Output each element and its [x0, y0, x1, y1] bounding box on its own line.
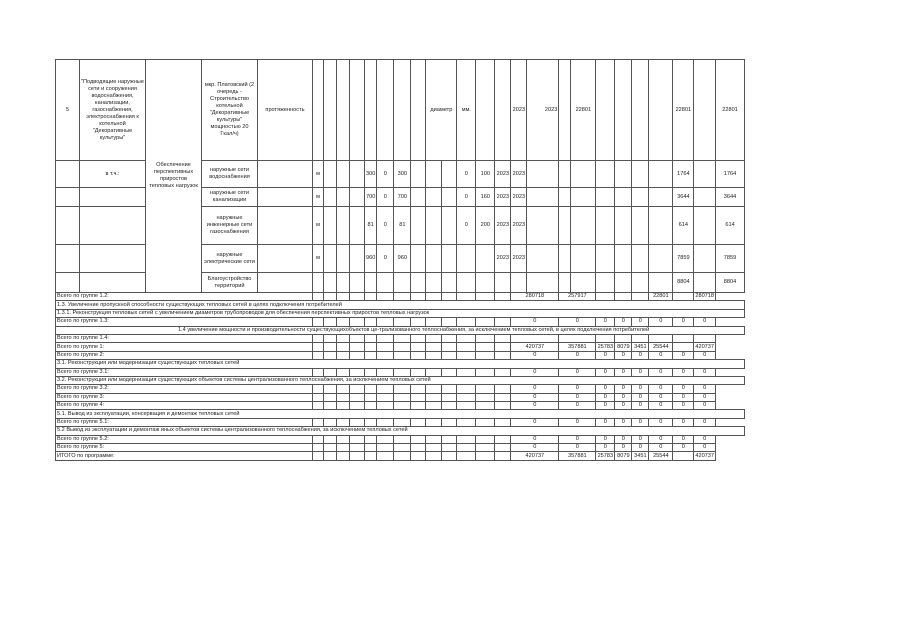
- group-value: 0: [559, 368, 596, 376]
- sub-end-year: 2023: [511, 188, 527, 207]
- investment-program-table: [55, 59, 745, 461]
- sub-name: наружные сети канализации: [202, 188, 258, 207]
- sub-diameter: 200: [476, 207, 495, 245]
- sub-end-year: 2023: [511, 161, 527, 188]
- cost-value-2: 22801: [673, 60, 694, 161]
- sub-diameter: [476, 245, 495, 273]
- group-total-label: Всего по группе 1:: [56, 343, 313, 351]
- group-total-row: [56, 444, 745, 452]
- group-value: [673, 343, 694, 351]
- grand-value: [673, 452, 694, 460]
- group-value: 0: [673, 444, 694, 452]
- section-header: 3.1. Реконструкция или модернизация существующих тепловых сетей: [56, 360, 745, 368]
- group-value: 8079: [615, 343, 632, 351]
- group-value: 0: [596, 402, 615, 410]
- sub-length: 300: [365, 161, 377, 188]
- section-header: 5.2 Вывод из эксплуатации и демонтаж иных объектов системы централизованного теплоснабжения, за исключением тепловых сетей: [56, 427, 745, 435]
- group-value: 0: [596, 444, 615, 452]
- grand-value: 357881: [559, 452, 596, 460]
- cost-value: 22801: [571, 60, 596, 161]
- group-value: 0: [596, 418, 615, 426]
- group-value: 0: [511, 393, 559, 401]
- sub-cost: 614: [673, 207, 694, 245]
- total-value: 22801: [716, 60, 745, 161]
- group-value: 0: [632, 402, 649, 410]
- sub-length: 81: [365, 207, 377, 245]
- group-value: 0: [559, 393, 596, 401]
- group-value: 0: [615, 418, 632, 426]
- sub-unit: м: [313, 245, 324, 273]
- sub-total: 1764: [716, 161, 745, 188]
- group-value: 0: [632, 385, 649, 393]
- sub-cost: 1764: [673, 161, 694, 188]
- group-value: 0: [596, 385, 615, 393]
- sub-value-b: 0: [377, 188, 394, 207]
- sub-unit: м: [313, 207, 324, 245]
- group-value: 0: [615, 368, 632, 376]
- grand-value: 3451: [632, 452, 649, 460]
- group-value: 0: [632, 393, 649, 401]
- group-total-row: [56, 368, 745, 376]
- sub-unit: м: [313, 188, 324, 207]
- sub-name: наружные электрические сети: [202, 245, 258, 273]
- group-value: 0: [673, 351, 694, 359]
- sub-value-c: 960: [394, 245, 411, 273]
- group-value: 0: [559, 435, 596, 443]
- grand-total-row: [56, 452, 745, 460]
- group-value: 0: [632, 318, 649, 326]
- group-value: 0: [596, 393, 615, 401]
- group-value: 0: [615, 318, 632, 326]
- sub-unit: м: [313, 161, 324, 188]
- group-total: 0: [694, 385, 716, 393]
- section-header-row: [56, 427, 745, 435]
- sub-diameter: 160: [476, 188, 495, 207]
- group-value: 0: [511, 418, 559, 426]
- group-total: 420737: [695, 343, 715, 350]
- group-value: 0: [511, 435, 559, 443]
- sub-value-d: 0: [457, 188, 476, 207]
- group-value: 0: [615, 351, 632, 359]
- group-total-label: Всего по группе 3.1:: [56, 368, 313, 376]
- group-value: 0: [649, 444, 673, 452]
- group-total: 0: [694, 418, 716, 426]
- group-total: 0: [694, 435, 716, 443]
- group-total-label: Всего по группе 1.2:: [56, 293, 313, 301]
- group-total-row: [56, 351, 745, 359]
- sub-total: 7859: [716, 245, 745, 273]
- group-total-label: Всего по группе 1.3:: [56, 318, 313, 326]
- group-value: 0: [615, 444, 632, 452]
- group-total: 0: [694, 351, 716, 359]
- group-value: 22801: [649, 293, 673, 301]
- section-header-row: [56, 410, 745, 418]
- section-header: 1.3.1. Реконструкция тепловых сетей с увеличением диаметров трубопроводов для обеспечения перспективных приростов тепловых нагрузок: [56, 309, 745, 317]
- grand-value: 8079: [615, 452, 632, 460]
- group-value: 0: [511, 444, 559, 452]
- group-value: 0: [511, 402, 559, 410]
- section-header-row: [56, 309, 745, 317]
- sub-value-d: [457, 245, 476, 273]
- group-total-label: Всего по группе 5:: [56, 444, 313, 452]
- table-row: [56, 60, 745, 161]
- group-value: 0: [559, 418, 596, 426]
- group-value: 0: [649, 368, 673, 376]
- grand-total: 420737: [695, 452, 715, 459]
- end-year: 2023: [527, 60, 559, 161]
- sub-start-year: 2023: [495, 188, 511, 207]
- group-value: 0: [511, 318, 559, 326]
- sub-name: наружные инженерные сети газоснабжения: [202, 207, 258, 245]
- group-total-row: [56, 435, 745, 443]
- sub-cost: 7859: [673, 245, 694, 273]
- group-value: 0: [673, 368, 694, 376]
- sub-start-year: 2023: [495, 245, 511, 273]
- group-value: 0: [649, 318, 673, 326]
- group-total-label: Всего по группе 3:: [56, 393, 313, 401]
- sub-start-year: 2023: [495, 161, 511, 188]
- sub-end-year: 2023: [511, 207, 527, 245]
- section-header: 1.3. Увеличение пропускной способности существующих тепловых сетей в целях подключения потребителей: [56, 301, 745, 309]
- group-value: 0: [615, 393, 632, 401]
- section-header-row: [56, 301, 745, 309]
- object-purpose: Обеспечение перспективных приростов тепловых нагрузок: [146, 60, 202, 293]
- group-value: 0: [673, 318, 694, 326]
- sub-value-b: 0: [377, 245, 394, 273]
- group-value: 25783: [597, 343, 614, 350]
- section-header-row: [56, 326, 745, 334]
- group-value: 0: [511, 368, 559, 376]
- group-value: 0: [615, 435, 632, 443]
- group-total-label: Всего по группе 5.2:: [56, 435, 313, 443]
- start-year: 2023: [511, 60, 527, 161]
- group-total-row: [56, 293, 745, 301]
- group-value: 0: [596, 351, 615, 359]
- row-number: 5: [56, 60, 80, 161]
- group-value: 0: [632, 351, 649, 359]
- sub-cost: 8804: [673, 273, 694, 293]
- sub-cost: 3644: [673, 188, 694, 207]
- group-value: 357881: [559, 343, 596, 351]
- sub-total: 614: [716, 207, 745, 245]
- group-value: 0: [596, 318, 615, 326]
- sub-value-d: 0: [457, 161, 476, 188]
- sub-start-year: 2023: [495, 207, 511, 245]
- group-value: 25544: [649, 343, 673, 351]
- group-value: 420737: [511, 343, 559, 351]
- group-value: 0: [596, 368, 615, 376]
- group-total-label: Всего по группе 1.4:: [56, 334, 313, 342]
- group-total: 0: [694, 402, 716, 410]
- group-value: 0: [673, 402, 694, 410]
- group-total: 0: [694, 318, 716, 326]
- sub-value-b: 0: [377, 207, 394, 245]
- group-total-row: [56, 334, 745, 342]
- group-value: 0: [632, 368, 649, 376]
- group-value: 0: [673, 385, 694, 393]
- sub-name: Благоустройство территорий: [202, 273, 258, 293]
- group-value: 0: [649, 351, 673, 359]
- sub-diameter: 100: [476, 161, 495, 188]
- group-value: 0: [673, 435, 694, 443]
- group-value: 0: [559, 385, 596, 393]
- group-value: 3451: [632, 343, 649, 351]
- section-header: 5.1. Вывод из эксплуатации, консервация и демонтаж тепловых сетей: [56, 410, 745, 418]
- group-value: 0: [511, 351, 559, 359]
- sub-name: наружные сети водоснабжения: [202, 161, 258, 188]
- section-header-row: [56, 360, 745, 368]
- group-value: 0: [632, 444, 649, 452]
- parameter-dimension: диаметр: [426, 60, 457, 161]
- section-header: 1.4 увеличение мощности и производительности существующихобъектов це-трализованного теплоснабжения, за исключением тепловых сетей, в целях подключения потребителей: [56, 326, 745, 334]
- sub-length: 700: [365, 188, 377, 207]
- sub-value-c: 700: [394, 188, 411, 207]
- sub-value-c: 300: [394, 161, 411, 188]
- group-value: 0: [511, 385, 559, 393]
- parameter-name: протяженность: [258, 60, 313, 161]
- group-value: 0: [596, 435, 615, 443]
- group-total: 0: [694, 368, 716, 376]
- sub-end-year: 2023: [511, 245, 527, 273]
- grand-total-label: ИТОГО по программе:: [56, 452, 313, 460]
- group-value: 257917: [559, 293, 596, 301]
- group-value: 0: [615, 385, 632, 393]
- group-value: 0: [649, 402, 673, 410]
- section-header: 3.2. Реконструкция или модернизация существующих объектов системы централизованного теплоснабжения, за исключением тепловых сетей: [56, 376, 745, 384]
- group-value: 0: [559, 444, 596, 452]
- group-value: 0: [673, 418, 694, 426]
- group-total-label: Всего по группе 3.2:: [56, 385, 313, 393]
- group-total-row: [56, 343, 745, 351]
- grand-value: 25783: [597, 452, 614, 459]
- group-value: 0: [649, 385, 673, 393]
- sub-value-d: 0: [457, 207, 476, 245]
- sub-value-c: 81: [394, 207, 411, 245]
- group-total-label: Всего по группе 4:: [56, 402, 313, 410]
- group-value: 0: [615, 402, 632, 410]
- group-value: 0: [559, 351, 596, 359]
- sub-length: 960: [365, 245, 377, 273]
- group-value: 280718: [511, 293, 559, 301]
- sub-total: 8804: [716, 273, 745, 293]
- group-total-label: Всего по группе 5.1:: [56, 418, 313, 426]
- grand-value: 420737: [511, 452, 559, 460]
- object-name: "Подводящие наружные сети и сооружения водоснабжения, канализации, газоснабжения, электроснабжения к котельной "Декоративные культуры": [80, 60, 146, 161]
- parameter-unit: мм.: [457, 60, 476, 161]
- sub-total: 3644: [716, 188, 745, 207]
- group-value: 0: [649, 393, 673, 401]
- object-location: мкр. Платовский (2 очередь - Строительство котельной "Декоративные культуры" мощностью 20 Гкал/ч): [202, 60, 258, 161]
- group-total-row: [56, 385, 745, 393]
- group-value: 0: [559, 402, 596, 410]
- incl-label: в т.ч.:: [80, 161, 146, 188]
- grand-value: 25544: [649, 452, 673, 460]
- group-value: 0: [559, 318, 596, 326]
- group-total-row: [56, 393, 745, 401]
- section-header-row: [56, 376, 745, 384]
- group-total-row: [56, 402, 745, 410]
- sub-value-b: 0: [377, 161, 394, 188]
- group-total: 280718: [695, 293, 715, 300]
- group-total: 0: [694, 393, 716, 401]
- group-total-row: [56, 318, 745, 326]
- group-value: 0: [649, 435, 673, 443]
- group-value: 0: [649, 418, 673, 426]
- group-value: 0: [673, 393, 694, 401]
- group-total-label: Всего по группе 2:: [56, 351, 313, 359]
- group-total-row: [56, 418, 745, 426]
- group-value: 0: [632, 418, 649, 426]
- group-value: 0: [632, 435, 649, 443]
- group-total: 0: [694, 444, 716, 452]
